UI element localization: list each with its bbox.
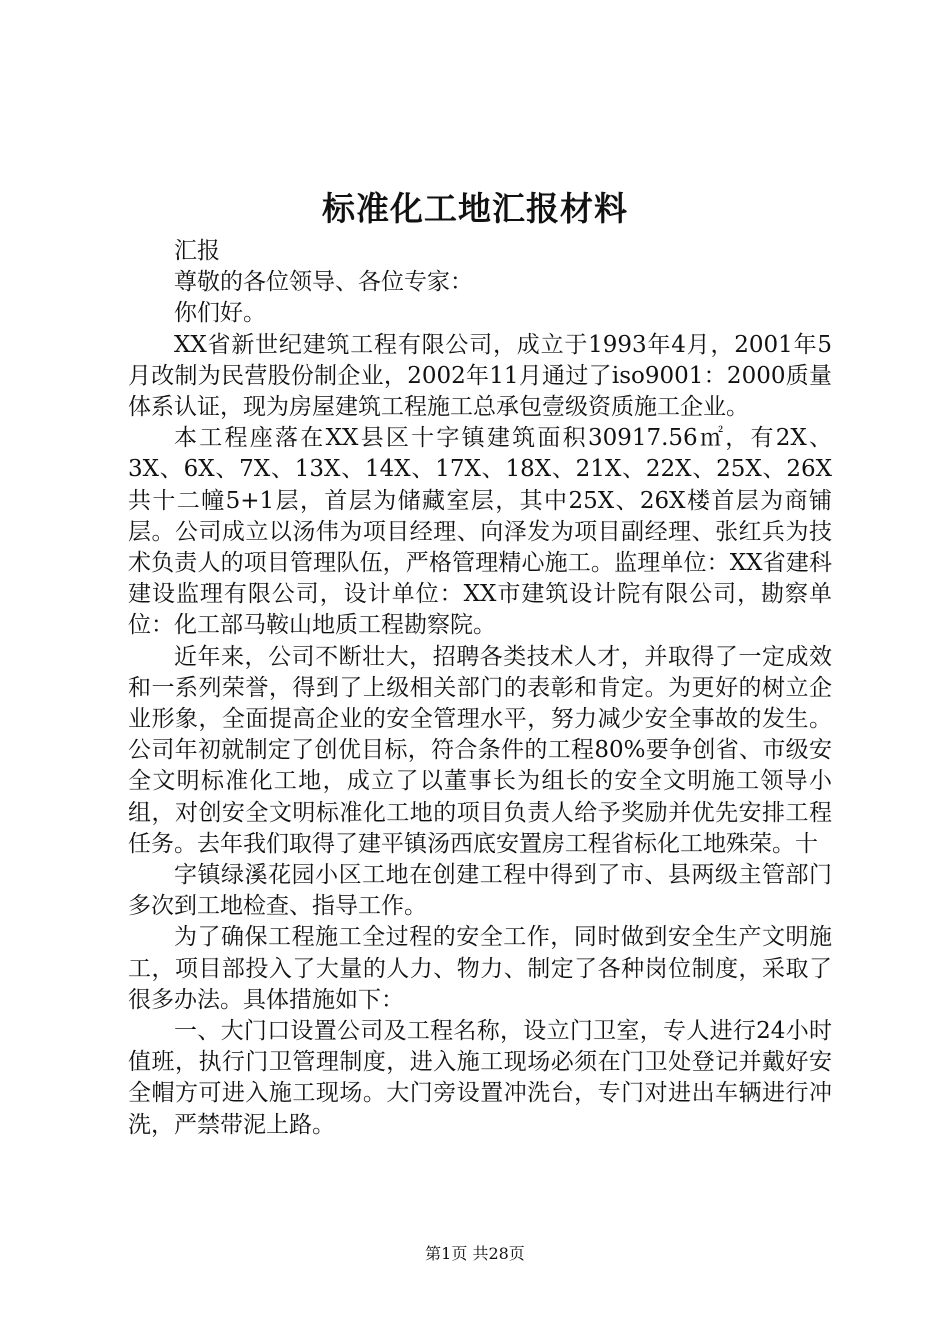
paragraph-safety-measures: 为了确保工程施工全过程的安全工作，同时做到安全生产文明施工，项目部投入了大量的人力、物力、制定了各种岗位制度，采取了很多办法。具体措施如下：	[128, 924, 832, 1013]
paragraph-company-intro: XX省新世纪建筑工程有限公司，成立于1993年4月，2001年5月改制为民营股份制企业，2002年11月通过了iso9001：2000质量体系认证，现为房屋建筑工程施工总承包壹级资质施工企业。	[128, 331, 832, 421]
paragraph-measure-one: 一、大门口设置公司及工程名称，设立门卫室，专人进行24小时值班，执行门卫管理制度，进入施工现场必须在门卫处登记并戴好安全帽方可进入施工现场。大门旁设置冲洗台，专门对进出车辆进行冲洗，严禁带泥上路。	[128, 1018, 832, 1138]
document-title: 标准化工地汇报材料	[322, 189, 628, 228]
document-body	[128, 236, 832, 1141]
paragraph-heading: 汇报	[174, 238, 220, 264]
paragraph-project-overview: 本工程座落在XX县区十字镇建筑面积30917.56㎡，有2X、3X、6X、7X、13X、14X、17X、18X、21X、22X、25X、26X共十二幢5+1层，首层为储藏室层，其中25X、26X楼首层为商铺层。公司成立以汤伟为项目经理、向泽发为项目副经理、张红兵为技术负责人的项目管理队伍，严格管理精心施工。监理单位：XX省建科建设监理有限公司，设计单位：XX市建筑设计院有限公司，勘察单位：化工部马鞍山地质工程勘察院。	[128, 425, 832, 639]
paragraph-salutation: 尊敬的各位领导、各位专家：	[174, 269, 473, 296]
paragraph-achievements: 近年来，公司不断壮大，招聘各类技术人才，并取得了一定成效和一系列荣誉，得到了上级相关部门的表彰和肯定。为更好的树立企业形象，全面提高企业的安全管理水平，努力减少安全事故的发生。公司年初就制定了创优目标，符合条件的工程80%要争创省、市级安全文明标准化工地，成立了以董事长为组长的安全文明施工领导小组，对创安全文明标准化工地的项目负责人给予奖励并优先安排工程任务。去年我们取得了建平镇汤西底安置房工程省标化工地殊荣。十	[128, 643, 832, 857]
paragraph-greeting: 你们好。	[174, 300, 266, 327]
page-footer: 第1页 共28页	[425, 1244, 525, 1263]
paragraph-site-inspection: 字镇绿溪花园小区工地在创建工程中得到了市、县两级主管部门多次到工地检查、指导工作。	[128, 862, 832, 920]
